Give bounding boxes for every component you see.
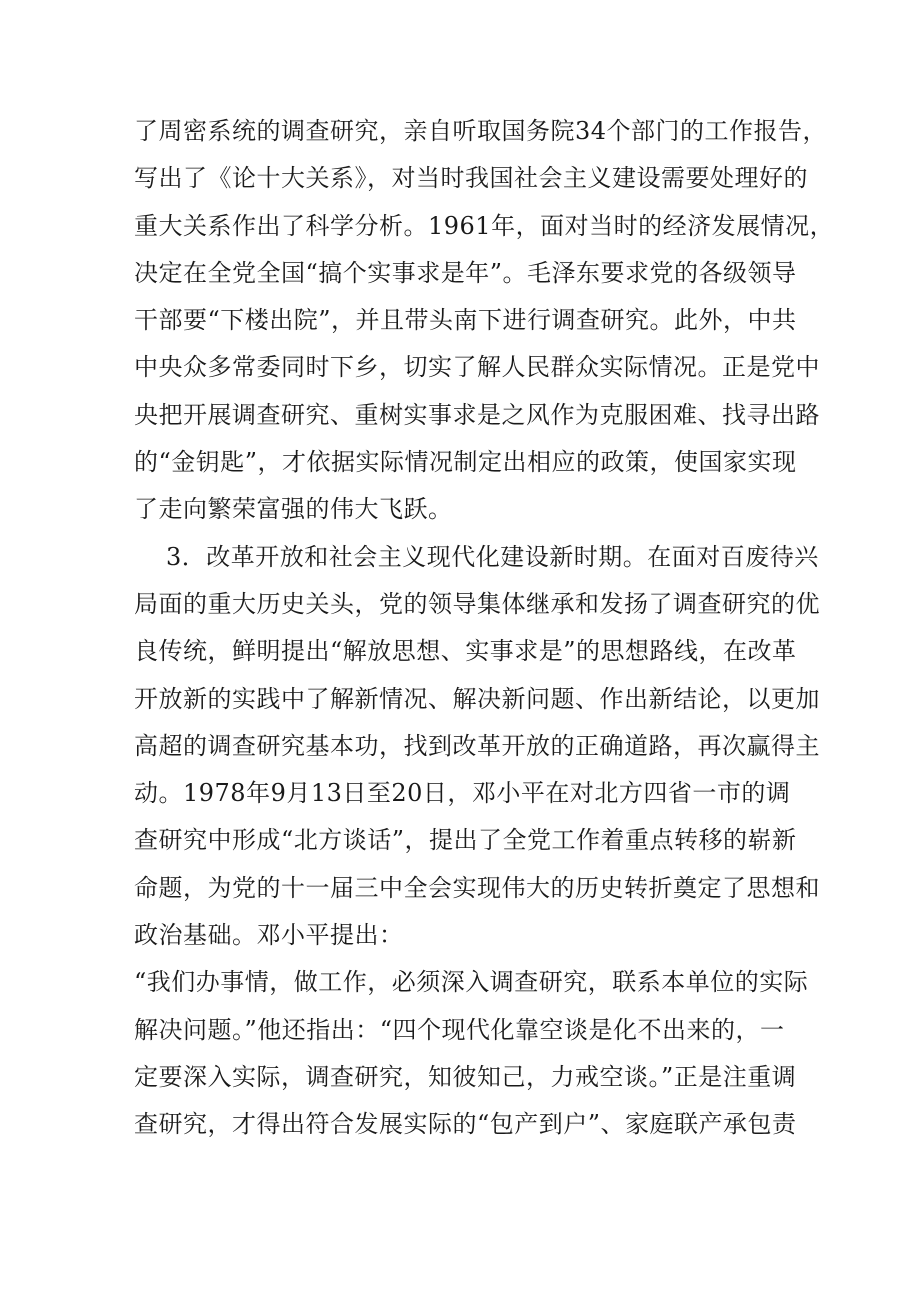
text-line: 查研究中形成“北方谈话”，提出了全党工作着重点转移的崭新 bbox=[134, 826, 797, 855]
quote-line: “我们办事情，做工作，必须深入调查研究，联系本单位的实际 bbox=[134, 968, 809, 997]
body-text bbox=[134, 108, 835, 1149]
text-line: 央把开展调查研究、重树实事求是之风作为克服困难、找寻出路 bbox=[134, 400, 820, 429]
text-line: 决定在全党全国“搞个实事求是年”。毛泽东要求党的各级领导 bbox=[134, 258, 797, 287]
text-line: 命题，为党的十一届三中全会实现伟大的历史转折奠定了思想和 bbox=[134, 873, 820, 902]
text-line: 干部要“下楼出院”，并且带头南下进行调查研究。此外，中共 bbox=[134, 306, 797, 335]
text-line: 局面的重大历史关头，党的领导集体继承和发扬了调查研究的优 bbox=[134, 589, 820, 618]
text-line: 开放新的实践中了解新情况、解决新问题、作出新结论，以更加 bbox=[134, 684, 820, 713]
section-heading-line: 3．改革开放和社会主义现代化建设新时期。在面对百废待兴 bbox=[166, 542, 819, 571]
text-line: 高超的调查研究基本功，找到改革开放的正确道路，再次赢得主 bbox=[134, 731, 820, 760]
quote-line: 定要深入实际，调查研究，知彼知己，力戒空谈。”正是注重调 bbox=[134, 1062, 797, 1091]
text-line: 写出了《论十大关系》，对当时我国社会主义建设需要处理好的 bbox=[134, 164, 808, 193]
text-line: 重大关系作出了科学分析。1961年，面对当时的经济发展情况， bbox=[134, 211, 835, 240]
text-line: 的“金钥匙”，才依据实际情况制定出相应的政策，使国家实现 bbox=[134, 448, 797, 477]
text-line: 中央众多常委同时下乡，切实了解人民群众实际情况。正是党中 bbox=[134, 353, 820, 382]
text-line: 了走向繁荣富强的伟大飞跃。 bbox=[134, 495, 453, 524]
text-line: 查研究，才得出符合发展实际的“包产到户”、家庭联产承包责 bbox=[134, 1110, 797, 1139]
text-line: 政治基础。邓小平提出： bbox=[134, 921, 404, 950]
text-line: 动。1978年9月13日至20日，邓小平在对北方四省一市的调 bbox=[134, 779, 791, 808]
text-line: 良传统，鲜明提出“解放思想、实事求是”的思想路线，在改革 bbox=[134, 637, 797, 666]
text-line: 了周密系统的调查研究，亲自听取国务院34个部门的工作报告， bbox=[134, 117, 828, 145]
quote-line: 解决问题。”他还指出：“四个现代化靠空谈是化不出来的，一 bbox=[134, 1015, 785, 1044]
